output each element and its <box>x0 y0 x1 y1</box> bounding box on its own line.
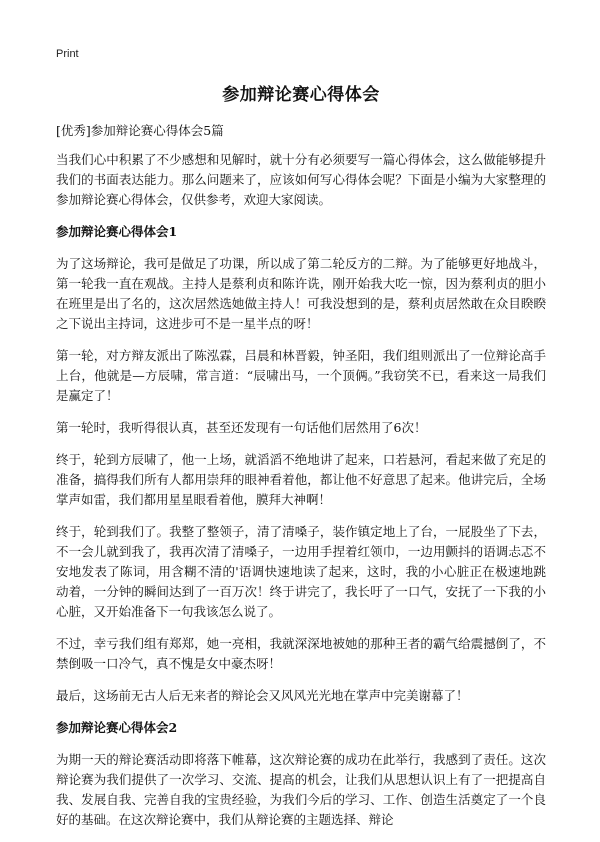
section-1-paragraph: 第一轮，对方辩友派出了陈泓霖，吕晨和林晋毅，钟圣阳，我们组则派出了一位辩论高手上台，他就是—方辰啸，常言道：“辰啸出马，一个顶俩。”我窃笑不已，看来这一局我们是赢定了！ <box>56 348 546 403</box>
section-2-paragraph: 为期一天的辩论赛活动即将落下帷幕，这次辩论赛的成功在此举行，我感到了责任。这次辩论赛为我们提供了一次学习、交流、提高的机会，让我们从思想认识上有了一把提高自我、发展自我、完善自我的宝贵经验，为我们今后的学习、工作、创造生活奠定了一个良好的基础。在这次辩论赛中，我们从辩论赛的主题选择、辩论 <box>56 752 546 827</box>
section-1-paragraph: 终于，轮到方辰啸了，他一上场，就滔滔不绝地讲了起来，口若悬河，看起来做了充足的准备，搞得我们所有人都用崇拜的眼神看着他，都让他不好意思了起来。他讲完后，全场掌声如雷，我们都用星星眼看着他，膜拜大神啊！ <box>56 452 546 507</box>
section-1-paragraph: 为了这场辩论，我可是做足了功课，所以成了第二轮反方的二辩。为了能够更好地战斗，第一轮我一直在观战。主持人是蔡利贞和陈许诜，刚开始我大吃一惊，因为蔡利贞的胆小在班里是出了名的，这次居然选她做主持人！可我没想到的是，蔡利贞居然敢在众目睽睽之下说出主持词，这进步可不是一星半点的呀！ <box>56 256 546 331</box>
section-1-paragraph: 不过，幸亏我们组有郑郑，她一亮相，我就深深地被她的那种王者的霸气给震撼倒了，不禁倒吸一口冷气，真不愧是女中豪杰呀！ <box>56 636 546 671</box>
page-title: 参加辩论赛心得体会 <box>222 85 380 105</box>
article-body <box>56 150 546 842</box>
subtitle: [优秀]参加辩论赛心得体会5篇 <box>56 123 224 138</box>
section-1-paragraph: 最后，这场前无古人后无来者的辩论会又风风光光地在掌声中完美谢幕了！ <box>56 688 469 703</box>
section-heading-2: 参加辩论赛心得体会2 <box>56 720 178 735</box>
section-1-paragraph: 终于，轮到我们了。我整了整领子，清了清嗓子，装作镇定地上了台，一屁股坐了下去，不一会儿就到我了，我再次清了清嗓子，一边用手捏着红领巾，一边用颤抖的语调忐忑不安地发表了陈词，用含糊不清的'语调快速地读了起来，这时，我的小心脏正在极速地跳动着，一分钟的瞬间达到了一百万次！终于讲完了，我长吁了一口气，安抚了一下我的小心脏，又开始准备下一句我该怎么说了。 <box>56 524 546 619</box>
intro-paragraph: 当我们心中积累了不少感想和见解时，就十分有必须要写一篇心得体会，这么做能够提升我们的书面表达能力。那么问题来了，应该如何写心得体会呢？下面是小编为大家整理的参加辩论赛心得体会，仅供参考，欢迎大家阅读。 <box>56 152 546 207</box>
print-link[interactable]: Print <box>56 48 79 60</box>
section-1-paragraph: 第一轮时，我听得很认真，甚至还发现有一句话他们居然用了6次！ <box>56 420 427 435</box>
section-heading-1: 参加辩论赛心得体会1 <box>56 224 178 239</box>
